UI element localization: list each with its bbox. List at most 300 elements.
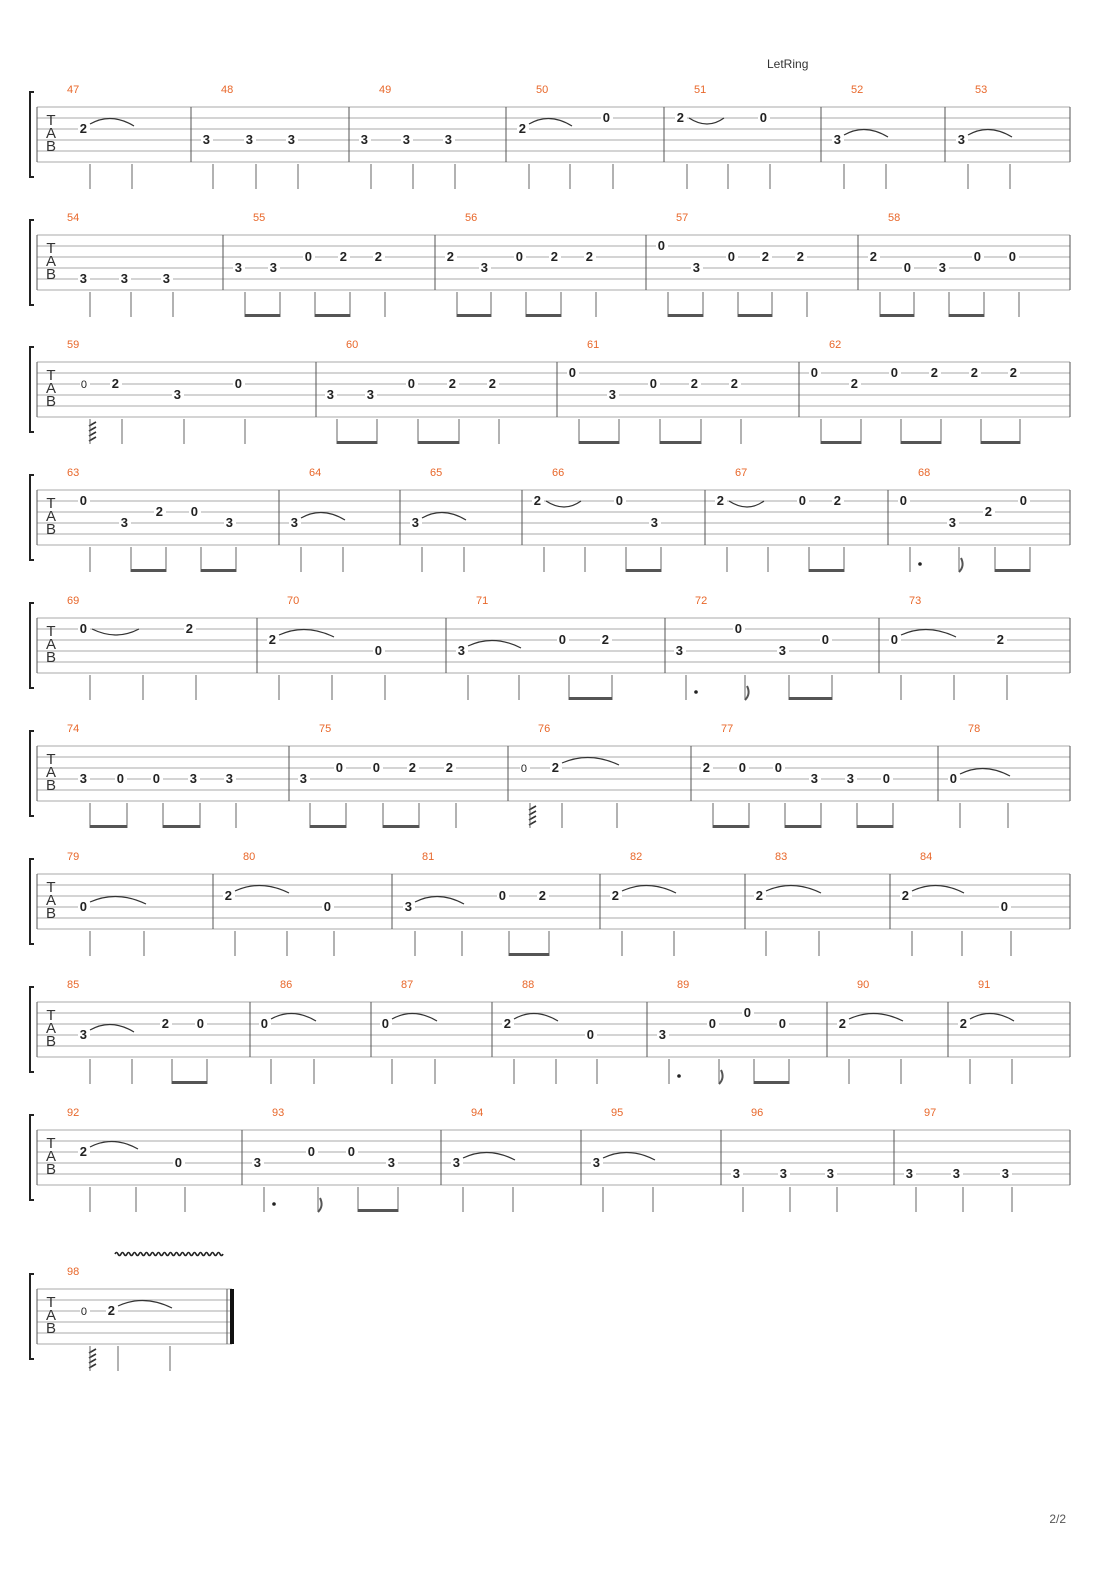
fret-number: 3: [826, 1166, 834, 1181]
fret-number: 2: [850, 376, 858, 391]
fret-number: 3: [658, 1027, 666, 1042]
fret-number: 0: [810, 365, 818, 380]
tie-arc: [235, 885, 289, 893]
tab-clef-letter: T: [46, 1135, 56, 1152]
system-bracket: [30, 859, 34, 944]
note-beam: [418, 441, 459, 444]
tab-system: [30, 1107, 1070, 1212]
note-beam: [981, 441, 1020, 444]
fret-number: 3: [948, 515, 956, 530]
measure-number: 94: [471, 1107, 484, 1119]
fret-number: 3: [480, 260, 488, 275]
measure-number: 84: [920, 851, 933, 863]
tab-clef-letter: B: [45, 905, 57, 922]
fret-number: 2: [446, 249, 454, 264]
tie-arc: [622, 885, 676, 893]
measure-number: 83: [775, 851, 788, 863]
fret-number: 0: [727, 249, 735, 264]
tie-arc: [271, 1013, 316, 1021]
fret-number: 2: [796, 249, 804, 264]
tab-clef-letter: A: [45, 1020, 57, 1037]
fret-number: 3: [366, 387, 374, 402]
fret-number: 2: [488, 376, 496, 391]
fret-number: 2: [869, 249, 877, 264]
measure-number: 56: [465, 212, 478, 224]
tab-clef-letter: B: [45, 138, 57, 155]
fret-number: 0: [759, 110, 767, 125]
fret-number: 2: [611, 888, 619, 903]
tie-arc: [468, 640, 521, 648]
fret-number: 2: [716, 493, 724, 508]
measure-number: 61: [587, 339, 600, 351]
tab-clef-letter: A: [45, 253, 57, 270]
fret-number: 3: [173, 387, 181, 402]
fret-number: 0: [323, 899, 331, 914]
fret-number: 2: [111, 376, 119, 391]
measure-number: 72: [695, 595, 708, 607]
fret-number: 3: [225, 515, 233, 530]
fret-number: 2: [550, 249, 558, 264]
fret-number: 2: [970, 365, 978, 380]
fret-number: 3: [675, 643, 683, 658]
system-bracket: [30, 603, 34, 688]
note-beam: [821, 441, 861, 444]
fret-number: 2: [339, 249, 347, 264]
tie-arc: [90, 1024, 134, 1032]
page-number: 2/2: [1049, 1512, 1066, 1526]
tie-arc: [562, 757, 619, 765]
note-beam: [526, 314, 561, 317]
system-bracket: [30, 475, 34, 560]
eighth-flag: [719, 1070, 723, 1084]
fret-number: 0: [174, 1155, 182, 1170]
measure-number: 93: [272, 1107, 285, 1119]
measure-number: 59: [67, 339, 80, 351]
note-beam: [172, 1081, 207, 1084]
fret-number: 0: [374, 643, 382, 658]
fret-number: 0: [372, 760, 380, 775]
measure-number: 66: [552, 467, 565, 479]
fret-number: 2: [901, 888, 909, 903]
measure-number: 75: [319, 723, 332, 735]
fret-number: 0: [196, 1016, 204, 1031]
fret-number: 2: [676, 110, 684, 125]
tab-clef-letter: B: [45, 393, 57, 410]
fret-number: 2: [445, 760, 453, 775]
fret-number: 0: [381, 1016, 389, 1031]
note-beam: [310, 825, 346, 828]
note-beam: [995, 569, 1030, 572]
fret-number: 0: [80, 379, 87, 391]
measure-number: 79: [67, 851, 80, 863]
note-beam: [880, 314, 914, 317]
measure-number: 69: [67, 595, 80, 607]
tie-arc: [118, 1300, 172, 1308]
fret-number: 0: [79, 621, 87, 636]
fret-number: 0: [903, 260, 911, 275]
fret-number: 3: [778, 643, 786, 658]
note-beam: [857, 825, 893, 828]
fret-number: 3: [234, 260, 242, 275]
system-bracket: [30, 92, 34, 177]
note-beam: [131, 569, 166, 572]
tab-clef-letter: A: [45, 380, 57, 397]
measure-number: 73: [909, 595, 922, 607]
fret-number: 3: [387, 1155, 395, 1170]
fret-number: 2: [755, 888, 763, 903]
note-beam: [201, 569, 236, 572]
system-bracket: [30, 987, 34, 1072]
fret-number: 0: [79, 899, 87, 914]
tie-arc: [968, 129, 1012, 137]
fret-number: 3: [1001, 1166, 1009, 1181]
fret-number: 2: [585, 249, 593, 264]
note-beam: [660, 441, 701, 444]
fret-number: 2: [551, 760, 559, 775]
rhythm-dot: [918, 562, 922, 566]
note-beam: [509, 953, 549, 956]
fret-number: 2: [533, 493, 541, 508]
fret-number: 0: [615, 493, 623, 508]
fret-number: 0: [778, 1016, 786, 1031]
fret-number: 0: [80, 1306, 87, 1318]
measure-number: 60: [346, 339, 359, 351]
note-beam: [579, 441, 619, 444]
tab-clef-letter: A: [45, 636, 57, 653]
tab-clef-letter: A: [45, 125, 57, 142]
tab-clef-letter: A: [45, 764, 57, 781]
fret-number: 2: [185, 621, 193, 636]
fret-number: 0: [890, 632, 898, 647]
fret-number: 3: [120, 271, 128, 286]
fret-number: 0: [649, 376, 657, 391]
note-beam: [245, 314, 280, 317]
tie-arc: [514, 1013, 558, 1021]
fret-number: 3: [162, 271, 170, 286]
fret-number: 3: [779, 1166, 787, 1181]
fret-number: 3: [833, 132, 841, 147]
tab-clef-letter: T: [46, 495, 56, 512]
fret-number: 3: [326, 387, 334, 402]
fret-number: 3: [938, 260, 946, 275]
note-beam: [713, 825, 749, 828]
tie-arc: [279, 629, 334, 637]
fret-number: 0: [743, 1005, 751, 1020]
fret-number: 2: [1009, 365, 1017, 380]
measure-number: 87: [401, 979, 414, 991]
tie-arc: [529, 118, 572, 126]
fret-number: 0: [79, 493, 87, 508]
fret-number: 3: [202, 132, 210, 147]
fret-number: 3: [79, 771, 87, 786]
tab-clef-letter: T: [46, 1294, 56, 1311]
tie-arc: [603, 1152, 655, 1160]
fret-number: 3: [225, 771, 233, 786]
tab-clef-letter: T: [46, 751, 56, 768]
tab-system: [30, 467, 1070, 572]
note-beam: [337, 441, 377, 444]
fret-number: 0: [190, 504, 198, 519]
letring-label: LetRing: [767, 57, 809, 71]
tab-clef-letter: B: [45, 266, 57, 283]
system-bracket: [30, 1274, 34, 1359]
fret-number: 3: [245, 132, 253, 147]
measure-number: 65: [430, 467, 443, 479]
tab-clef-letter: B: [45, 1161, 57, 1178]
rhythm-dot: [272, 1202, 276, 1206]
fret-number: 3: [452, 1155, 460, 1170]
note-beam: [90, 825, 127, 828]
measure-number: 97: [924, 1107, 937, 1119]
note-beam: [315, 314, 350, 317]
measure-number: 70: [287, 595, 300, 607]
fret-number: 0: [558, 632, 566, 647]
measure-number: 86: [280, 979, 293, 991]
fret-number: 3: [120, 515, 128, 530]
fret-number: 2: [730, 376, 738, 391]
note-beam: [949, 314, 984, 317]
measure-number: 51: [694, 84, 707, 96]
fret-number: 0: [798, 493, 806, 508]
fret-number: 3: [957, 132, 965, 147]
fret-number: 3: [253, 1155, 261, 1170]
rhythm-dot: [677, 1074, 681, 1078]
fret-number: 3: [732, 1166, 740, 1181]
note-beam: [738, 314, 772, 317]
fret-number: 3: [269, 260, 277, 275]
fret-number: 0: [657, 238, 665, 253]
note-beam: [569, 697, 612, 700]
tie-arc: [766, 885, 821, 893]
tie-arc: [849, 1013, 903, 1021]
fret-number: 3: [287, 132, 295, 147]
fret-number: 0: [307, 1144, 315, 1159]
fret-number: 3: [79, 271, 87, 286]
note-beam: [901, 441, 941, 444]
measure-number: 88: [522, 979, 535, 991]
tie-arc: [301, 512, 345, 520]
fret-number: 2: [702, 760, 710, 775]
measure-number: 85: [67, 979, 80, 991]
fret-number: 2: [518, 121, 526, 136]
fret-number: 3: [905, 1166, 913, 1181]
fret-number: 0: [734, 621, 742, 636]
tab-clef-letter: T: [46, 240, 56, 257]
measure-number: 76: [538, 723, 551, 735]
fret-number: 0: [973, 249, 981, 264]
fret-number: 0: [1008, 249, 1016, 264]
fret-number: 2: [959, 1016, 967, 1031]
fret-number: 0: [949, 771, 957, 786]
tab-clef-letter: A: [45, 1148, 57, 1165]
tab-clef-letter: T: [46, 112, 56, 129]
tie-arc: [689, 118, 724, 124]
tie-arc: [92, 629, 139, 635]
system-bracket: [30, 220, 34, 305]
note-beam: [754, 1081, 789, 1084]
tab-system: [30, 339, 1070, 444]
tie-arc: [415, 896, 464, 904]
tie-arc: [960, 768, 1010, 776]
measure-number: 47: [67, 84, 80, 96]
tie-arc: [90, 1141, 138, 1149]
fret-number: 0: [899, 493, 907, 508]
measure-number: 49: [379, 84, 392, 96]
measure-number: 63: [67, 467, 80, 479]
fret-number: 2: [408, 760, 416, 775]
tab-clef-letter: A: [45, 508, 57, 525]
measure-number: 74: [67, 723, 80, 735]
fret-number: 0: [602, 110, 610, 125]
fret-number: 0: [890, 365, 898, 380]
tab-clef-letter: A: [45, 1307, 57, 1324]
fret-number: 0: [708, 1016, 716, 1031]
tab-clef-letter: B: [45, 777, 57, 794]
measure-number: 90: [857, 979, 870, 991]
fret-number: 2: [996, 632, 1004, 647]
rhythm-dot: [694, 690, 698, 694]
tie-arc: [844, 129, 888, 137]
fret-number: 3: [846, 771, 854, 786]
fret-number: 3: [402, 132, 410, 147]
measure-number: 48: [221, 84, 234, 96]
measure-number: 50: [536, 84, 549, 96]
system-bracket: [30, 731, 34, 816]
measure-number: 54: [67, 212, 80, 224]
note-beam: [668, 314, 703, 317]
tab-system: [30, 595, 1070, 700]
tie-arc: [422, 512, 466, 520]
tab-clef-letter: T: [46, 1007, 56, 1024]
fret-number: 0: [152, 771, 160, 786]
fret-number: 3: [592, 1155, 600, 1170]
fret-number: 2: [838, 1016, 846, 1031]
tie-arc: [90, 118, 134, 126]
fret-number: 0: [738, 760, 746, 775]
tab-clef-letter: B: [45, 649, 57, 666]
tie-arc: [546, 501, 581, 507]
tab-system: [30, 851, 1070, 956]
tab-clef-letter: B: [45, 521, 57, 538]
tab-system: [30, 1253, 234, 1372]
measure-number: 57: [676, 212, 689, 224]
measure-number: 77: [721, 723, 734, 735]
tab-clef-letter: A: [45, 892, 57, 909]
tab-system: [30, 84, 1070, 189]
fret-number: 3: [952, 1166, 960, 1181]
fret-number: 0: [774, 760, 782, 775]
note-beam: [383, 825, 419, 828]
measure-number: 96: [751, 1107, 764, 1119]
tie-arc: [90, 896, 146, 904]
system-bracket: [30, 347, 34, 432]
tie-arc: [901, 629, 956, 637]
tie-arc: [392, 1013, 437, 1021]
tie-arc: [970, 1013, 1014, 1021]
fret-number: 0: [347, 1144, 355, 1159]
tab-system: [30, 212, 1070, 317]
fret-number: 2: [155, 504, 163, 519]
note-beam: [163, 825, 200, 828]
measure-number: 62: [829, 339, 842, 351]
tab-system: [30, 723, 1070, 828]
tie-arc: [912, 885, 964, 893]
fret-number: 0: [586, 1027, 594, 1042]
measure-number: 55: [253, 212, 266, 224]
eighth-flag: [318, 1198, 322, 1212]
measure-number: 71: [476, 595, 489, 607]
measure-number: 81: [422, 851, 435, 863]
fret-number: 0: [821, 632, 829, 647]
measure-number: 95: [611, 1107, 624, 1119]
fret-number: 3: [444, 132, 452, 147]
tab-clef-letter: T: [46, 879, 56, 896]
measure-number: 78: [968, 723, 981, 735]
eighth-flag: [959, 558, 963, 572]
fret-number: 3: [299, 771, 307, 786]
fret-number: 2: [833, 493, 841, 508]
note-beam: [626, 569, 661, 572]
fret-number: 2: [690, 376, 698, 391]
fret-number: 2: [268, 632, 276, 647]
fret-number: 0: [1019, 493, 1027, 508]
fret-number: 3: [650, 515, 658, 530]
final-barline: [230, 1289, 234, 1344]
fret-number: 2: [448, 376, 456, 391]
tie-arc: [729, 501, 764, 507]
note-beam: [457, 314, 491, 317]
measure-number: 68: [918, 467, 931, 479]
measure-number: 58: [888, 212, 901, 224]
measure-number: 92: [67, 1107, 80, 1119]
fret-number: 2: [79, 121, 87, 136]
measure-number: 91: [978, 979, 991, 991]
tab-system: [30, 979, 1070, 1084]
fret-number: 2: [503, 1016, 511, 1031]
fret-number: 2: [107, 1303, 115, 1318]
fret-number: 0: [515, 249, 523, 264]
measure-number: 53: [975, 84, 988, 96]
note-beam: [358, 1209, 398, 1212]
fret-number: 2: [984, 504, 992, 519]
fret-number: 0: [498, 888, 506, 903]
fret-number: 0: [116, 771, 124, 786]
tab-clef-letter: T: [46, 367, 56, 384]
fret-number: 0: [568, 365, 576, 380]
system-bracket: [30, 1115, 34, 1200]
fret-number: 3: [810, 771, 818, 786]
fret-number: 2: [374, 249, 382, 264]
fret-number: 3: [189, 771, 197, 786]
fret-number: 0: [882, 771, 890, 786]
measure-number: 82: [630, 851, 643, 863]
measure-number: 64: [309, 467, 322, 479]
fret-number: 3: [457, 643, 465, 658]
fret-number: 2: [79, 1144, 87, 1159]
fret-number: 0: [520, 763, 527, 775]
measure-number: 89: [677, 979, 690, 991]
fret-number: 0: [407, 376, 415, 391]
tie-arc: [463, 1152, 515, 1160]
fret-number: 3: [290, 515, 298, 530]
measure-number: 67: [735, 467, 748, 479]
note-beam: [785, 825, 821, 828]
fret-number: 0: [335, 760, 343, 775]
fret-number: 2: [161, 1016, 169, 1031]
fret-number: 2: [224, 888, 232, 903]
fret-number: 3: [608, 387, 616, 402]
measure-number: 52: [851, 84, 864, 96]
